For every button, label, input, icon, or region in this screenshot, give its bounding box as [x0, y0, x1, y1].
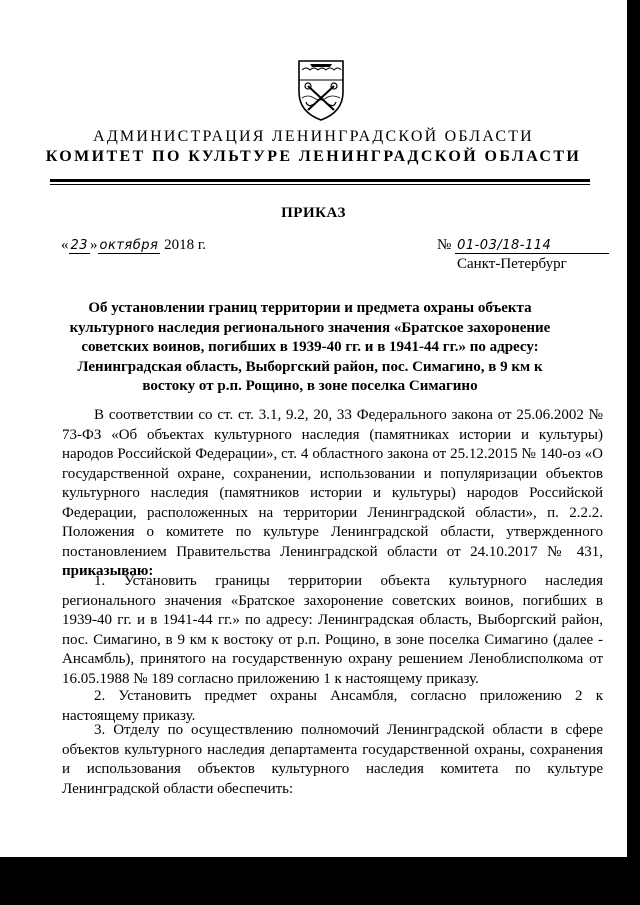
order-subject-heading: Об установлении границ территории и предмета охраны объекта культурного наследия регионального значения «Братское захоронение советских воинов, погибших в 1939-40 гг. и в 1941-44 гг.» по адресу: Ленинградская область, Выборгский район, пос. Симагино, в 9 км к востоку от р.п. Рощино, в зоне поселка Симагино — [69, 300, 551, 394]
order-date — [61, 237, 206, 254]
date-month-handwritten: октября — [99, 238, 159, 253]
number-handwritten: 01-03/18-114 — [455, 238, 609, 254]
scan-edge-right — [627, 0, 640, 905]
document-type-title: ПРИКАЗ — [281, 205, 346, 221]
organization-name: АДМИНИСТРАЦИЯ ЛЕНИНГРАДСКОЙ ОБЛАСТИ — [93, 128, 534, 145]
order-item-2: 2. Установить предмет охраны Ансамбля, согласно приложению 2 к настоящему приказу. — [62, 688, 603, 724]
date-open-quote: « — [61, 237, 69, 253]
committee-name: КОМИТЕТ ПО КУЛЬТУРЕ ЛЕНИНГРАДСКОЙ ОБЛАСТИ — [45, 148, 582, 165]
header-divider-thin — [50, 184, 590, 185]
number-label: № — [437, 237, 452, 253]
order-item-3: 3. Отделу по осуществлению полномочий Ленинградской области в сфере объектов культурного наследия департамента государственной охраны, сохранения и использования объектов культурного наследия комитета по культуре Ленинградской области обеспечить: — [62, 722, 603, 797]
city-of-issue: Санкт-Петербург — [457, 256, 567, 272]
order-word: приказываю: — [62, 563, 154, 579]
order-item-1: 1. Установить границы территории объекта культурного наследия регионального значения «Братское захоронение советских воинов, погибших в 1939-40 гг. и в 1941-44 гг.» по адресу: Ленинградская область, Выборгский район, пос. Симагино, в 9 км к востоку от р.п. Рощино, в зоне поселка Симагино (далее - Ансамбль), принятого на государственную охрану решением Леноблисполкома от 16.05.1988 № 189 согласно приложению 1 к настоящему приказу. — [62, 573, 603, 687]
header-divider-thick — [50, 179, 590, 182]
date-year: 2018 г. — [164, 237, 207, 253]
preamble-paragraph — [62, 406, 603, 582]
order-number — [437, 237, 609, 254]
date-day-handwritten: 23 — [70, 238, 89, 253]
preamble-text: В соответствии со ст. ст. 3.1, 9.2, 20, 33 Федерального закона от 25.06.2002 № 73-ФЗ «Об объектах культурного наследия (памятниках истории и культуры) народов Российской Федерации», ст. 4 областного закона от 25.12.2015 № 140-оз «О государственной охране, сохранении, использовании и популяризации объектов культурного наследия (памятников истории и культуры) народов Российской Федерации, расположенных на территории Ленинградской области», п. 2.2.2. Положения о комитете по культуре Ленинградской области, утвержденного постановлением Правительства Ленинградской области от 24.10.2017 № 431, — [62, 407, 603, 560]
date-close-quote: » — [90, 237, 98, 253]
scan-edge-bottom — [0, 857, 640, 905]
leningrad-oblast-coat-of-arms-icon — [296, 58, 346, 122]
